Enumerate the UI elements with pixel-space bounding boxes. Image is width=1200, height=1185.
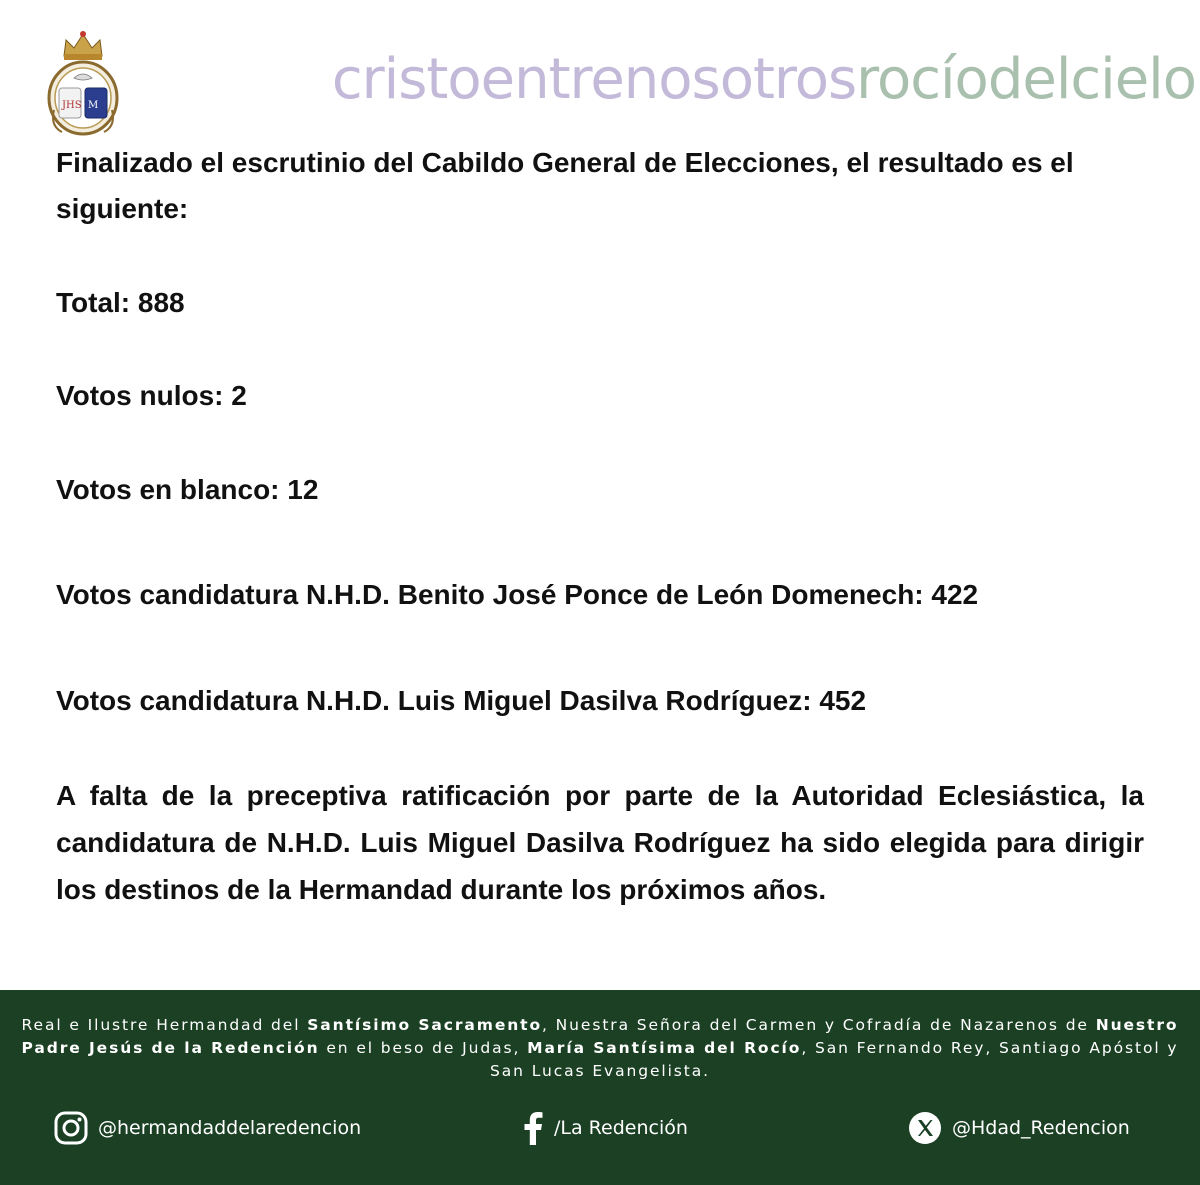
x-link[interactable] (908, 1108, 1130, 1148)
candidate-1-votes: Votos candidatura N.H.D. Benito José Ponce de León Domenech: 422 (56, 579, 979, 610)
footer (0, 990, 1200, 1185)
conclusion-paragraph: A falta de la preceptiva ratificación por parte de la Autoridad Eclesiástica, la candidatura de N.H.D. Luis Miguel Dasilva Rodríguez ha sido elegida para dirigir los destinos de la Hermandad durante los próximos años. (56, 780, 1144, 905)
svg-text:M: M (88, 100, 99, 111)
x-icon (908, 1111, 942, 1145)
instagram-link[interactable] (54, 1108, 361, 1148)
facebook-icon (522, 1111, 544, 1145)
name-part-bold: Nuestro Padre Jesús de la Redención (21, 1016, 1179, 1057)
blank-votes: Votos en blanco: 12 (56, 474, 319, 505)
hermandad-crest-logo (42, 26, 124, 138)
name-part: , Nuestra Señora del Carmen y Cofradía de Nazarenos de (542, 1016, 1096, 1034)
banner-part-2: rocíodelcielo (856, 47, 1196, 112)
name-part-bold: Santísimo Sacramento (307, 1016, 543, 1034)
name-part: Real e Ilustre Hermandad del (21, 1016, 308, 1034)
svg-text:JHS: JHS (62, 100, 82, 111)
intro-paragraph: Finalizado el escrutinio del Cabildo General de Elecciones, el resultado es el siguiente: (56, 147, 1074, 224)
name-part: en el beso de Judas, (319, 1039, 528, 1057)
facebook-link[interactable] (522, 1108, 688, 1148)
facebook-page: /La Redención (554, 1117, 688, 1139)
candidate-2-votes: Votos candidatura N.H.D. Luis Miguel Dasilva Rodríguez: 452 (56, 685, 867, 716)
total-votes: Total: 888 (56, 287, 185, 318)
hermandad-full-name (20, 1014, 1180, 1083)
banner-part-1: cristoentrenosotros (331, 47, 857, 112)
site-banner (332, 40, 1196, 120)
x-handle: @Hdad_Redencion (952, 1117, 1130, 1139)
name-part: , San Fernando Rey, Santiago Apóstol y San Lucas Evangelista. (490, 1039, 1179, 1080)
instagram-handle: @hermandaddelaredencion (98, 1117, 362, 1139)
null-votes: Votos nulos: 2 (56, 380, 247, 411)
instagram-icon (54, 1111, 88, 1145)
name-part-bold: María Santísima del Rocío (527, 1039, 802, 1057)
